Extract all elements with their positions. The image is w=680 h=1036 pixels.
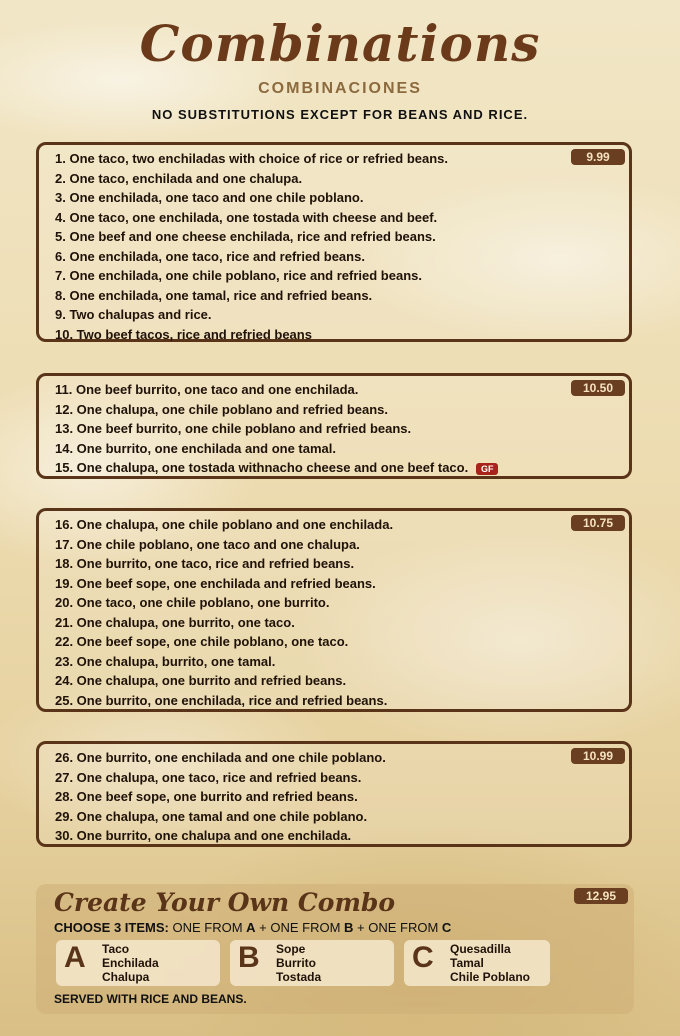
combo-item: 9. Two chalupas and rice. [55,307,212,322]
option-letter: B [238,941,260,974]
combo-group-4 [36,741,632,847]
combo-item: 21. One chalupa, one burrito, one taco. [55,614,295,630]
price-badge: 12.95 [574,888,628,904]
combo-item: 16. One chalupa, one chile poblano and one enchilada. [55,517,394,532]
page-title: Combinations [139,14,541,73]
served-with-note: SERVED WITH RICE AND BEANS. [54,992,247,1006]
combo-item: 7. One enchilada, one chile poblano, rice and refried beans. [55,268,422,283]
choose-letter-c: C [441,920,452,935]
choose-letter-a: A [246,920,256,935]
option-item: Taco [102,942,130,956]
combo-item: 18. One burrito, one taco, rice and refried beans. [55,556,355,571]
combo-item: 6. One enchilada, one taco, rice and refried beans. [55,248,365,264]
combo-group-2 [36,373,632,479]
combo-item: 30. One burrito, one chalupa and one enchilada. [55,828,352,843]
combo-item: 22. One beef sope, one chile poblano, one taco. [55,634,349,649]
choose-text-1: ONE FROM [168,920,247,935]
combo-item [55,458,629,478]
combo-item-text: 15. One chalupa, one tostada withnacho cheese and one beef taco. [55,460,469,475]
option-item: Quesadilla [450,942,511,956]
option-list [102,942,159,984]
option-item: Tamal [450,956,484,970]
choose-text-3: + ONE FROM [353,920,442,935]
combo-group-1 [36,142,632,342]
option-item: Enchilada [102,956,159,970]
option-group-a [56,940,220,986]
combo-item: 5. One beef and one cheese enchilada, rice and refried beans. [55,229,436,244]
option-group-c [404,940,550,986]
option-item: Burrito [276,956,316,970]
option-list [450,942,530,984]
combo-item: 10. Two beef tacos, rice and refried beans [55,326,312,342]
choose-instructions [54,920,451,935]
choose-text-2: + ONE FROM [255,920,345,935]
create-combo-title: Create Your Own Combo [54,888,396,917]
page-subtitle: COMBINACIONES [258,80,422,97]
combo-item: 8. One enchilada, one tamal, rice and refried beans. [55,287,373,303]
price-badge: 9.99 [571,149,625,165]
combo-item: 4. One taco, one enchilada, one tostada with cheese and beef. [55,209,438,225]
combo-item: 11. One beef burrito, one taco and one enchilada. [55,382,359,397]
option-item: Chile Poblano [450,970,531,984]
combo-item: 28. One beef sope, one burrito and refried beans. [55,789,358,804]
combo-item: 2. One taco, enchilada and one chalupa. [55,170,303,186]
substitution-notice: NO SUBSTITUTIONS EXCEPT FOR BEANS AND RICE. [151,107,529,122]
price-badge: 10.50 [571,380,625,396]
create-combo-panel [36,884,634,1014]
price-badge: 10.99 [571,748,625,764]
combo-item: 29. One chalupa, one tamal and one chile poblano. [55,808,368,824]
combo-item: 3. One enchilada, one taco and one chile poblano. [55,190,364,205]
combo-item: 20. One taco, one chile poblano, one burrito. [55,595,330,610]
option-letter: C [412,941,434,974]
combo-item: 26. One burrito, one enchilada and one chile poblano. [55,750,386,765]
choose-label: CHOOSE 3 ITEMS: [54,920,169,935]
option-list [276,942,321,984]
option-group-b [230,940,394,986]
combo-item: 23. One chalupa, burrito, one tamal. [55,653,276,669]
option-letter: A [64,941,86,974]
combo-item: 24. One chalupa, one burrito and refried beans. [55,673,347,688]
combo-item: 19. One beef sope, one enchilada and refried beans. [55,575,376,591]
combo-group-3 [36,508,632,712]
combo-item: 14. One burrito, one enchilada and one tamal. [55,440,337,456]
option-item: Chalupa [102,970,150,984]
price-badge: 10.75 [571,515,625,531]
option-item: Tostada [276,970,322,984]
choose-letter-b: B [344,920,354,935]
option-item: Sope [276,942,306,956]
combo-item: 13. One beef burrito, one chile poblano and refried beans. [55,421,412,436]
combo-item: 27. One chalupa, one taco, rice and refried beans. [55,769,362,785]
combo-item: 12. One chalupa, one chile poblano and refried beans. [55,401,389,417]
combo-item: 1. One taco, two enchiladas with choice of rice or refried beans. [55,151,448,166]
combo-item: 25. One burrito, one enchilada, rice and refried beans. [55,692,388,708]
combo-item: 17. One chile poblano, one taco and one chalupa. [55,536,360,552]
gluten-free-badge: GF [476,463,498,475]
